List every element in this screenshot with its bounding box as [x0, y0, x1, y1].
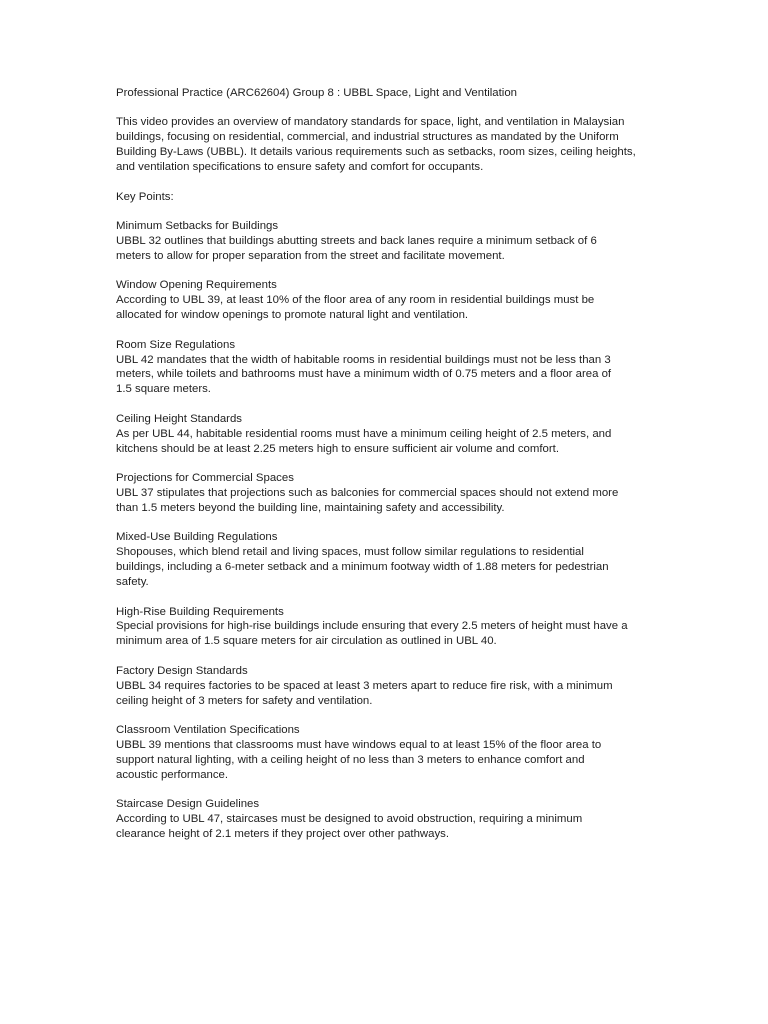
section-heading: Ceiling Height Standards: [116, 412, 243, 425]
section-line: acoustic performance.: [116, 768, 229, 781]
section-line: support natural lighting, with a ceiling height of no less than 3 meters to enhance comfort and: [116, 753, 585, 766]
section-factory-design: [116, 664, 656, 709]
spacer: [116, 205, 656, 220]
section-line: 1.5 square meters.: [116, 383, 211, 396]
intro-paragraph: [116, 115, 656, 175]
section-heading: Window Opening Requirements: [116, 279, 277, 292]
section-line: meters, while toilets and bathrooms must have a minimum width of 0.75 meters and a floor area of: [116, 368, 612, 381]
section-high-rise: [116, 605, 656, 650]
intro-line: Building By-Laws (UBBL). It details various requirements such as setbacks, room sizes, ceiling heights,: [116, 146, 636, 159]
section-heading: Factory Design Standards: [116, 664, 248, 677]
section-line: safety.: [116, 576, 149, 589]
spacer: [116, 456, 656, 471]
section-line: As per UBL 44, habitable residential rooms must have a minimum ceiling height of 2.5 meters, and: [116, 427, 612, 440]
spacer: [116, 397, 656, 412]
section-staircase-design: [116, 797, 656, 842]
spacer: [116, 323, 656, 338]
section-line: UBBL 34 requires factories to be spaced at least 3 meters apart to reduce fire risk, with a minimum: [116, 679, 613, 692]
section-heading: Staircase Design Guidelines: [116, 798, 260, 811]
document-body: [116, 86, 656, 842]
section-line: meters to allow for proper separation from the street and facilitate movement.: [116, 249, 505, 262]
section-window-opening: [116, 278, 656, 323]
spacer: [116, 264, 656, 279]
spacer: [116, 101, 656, 116]
section-line: According to UBL 47, staircases must be designed to avoid obstruction, requiring a minimum: [116, 813, 583, 826]
section-classroom-ventilation: [116, 723, 656, 783]
section-line: UBL 37 stipulates that projections such as balconies for commercial spaces should not extend more: [116, 486, 619, 499]
spacer: [116, 649, 656, 664]
key-points-label: Key Points:: [116, 190, 174, 203]
section-heading: Minimum Setbacks for Buildings: [116, 220, 279, 233]
spacer: [116, 175, 656, 190]
spacer: [116, 516, 656, 531]
section-line: kitchens should be at least 2.25 meters high to ensure sufficient air volume and comfort.: [116, 442, 559, 455]
section-line: allocated for window openings to promote natural light and ventilation.: [116, 309, 469, 322]
section-line: minimum area of 1.5 square meters for air circulation as outlined in UBL 40.: [116, 635, 497, 648]
section-line: buildings, including a 6-meter setback and a minimum footway width of 1.88 meters for pedestrian: [116, 561, 609, 574]
section-heading: Classroom Ventilation Specifications: [116, 724, 300, 737]
section-heading: Projections for Commercial Spaces: [116, 472, 294, 485]
section-room-size: [116, 338, 656, 398]
section-line: Shopouses, which blend retail and living spaces, must follow similar regulations to residential: [116, 546, 584, 559]
section-setbacks: [116, 219, 656, 264]
section-line: UBL 42 mandates that the width of habitable rooms in residential buildings must not be less than 3: [116, 353, 611, 366]
section-heading: Mixed-Use Building Regulations: [116, 531, 278, 544]
section-line: UBBL 32 outlines that buildings abutting streets and back lanes require a minimum setback of 6: [116, 235, 597, 248]
section-heading: High-Rise Building Requirements: [116, 605, 284, 618]
intro-line: buildings, focusing on residential, commercial, and industrial structures as mandated by the Uniform: [116, 131, 619, 144]
section-line: ceiling height of 3 meters for safety and ventilation.: [116, 694, 373, 707]
section-ceiling-height: [116, 412, 656, 457]
document-title: Professional Practice (ARC62604) Group 8 : UBBL Space, Light and Ventilation: [116, 87, 518, 99]
section-mixed-use: [116, 530, 656, 590]
section-line: UBBL 39 mentions that classrooms must have windows equal to at least 15% of the floor area to: [116, 738, 602, 751]
section-projections: [116, 471, 656, 516]
spacer: [116, 590, 656, 605]
section-line: Special provisions for high-rise buildings include ensuring that every 2.5 meters of height must have a: [116, 620, 628, 633]
section-line: than 1.5 meters beyond the building line, maintaining safety and accessibility.: [116, 501, 505, 514]
intro-line: This video provides an overview of mandatory standards for space, light, and ventilation in Malaysian: [116, 116, 625, 129]
spacer: [116, 708, 656, 723]
section-line: According to UBL 39, at least 10% of the floor area of any room in residential buildings must be: [116, 294, 595, 307]
section-line: clearance height of 2.1 meters if they project over other pathways.: [116, 827, 450, 840]
spacer: [116, 783, 656, 798]
section-heading: Room Size Regulations: [116, 338, 236, 351]
intro-line: and ventilation specifications to ensure safety and comfort for occupants.: [116, 161, 484, 174]
